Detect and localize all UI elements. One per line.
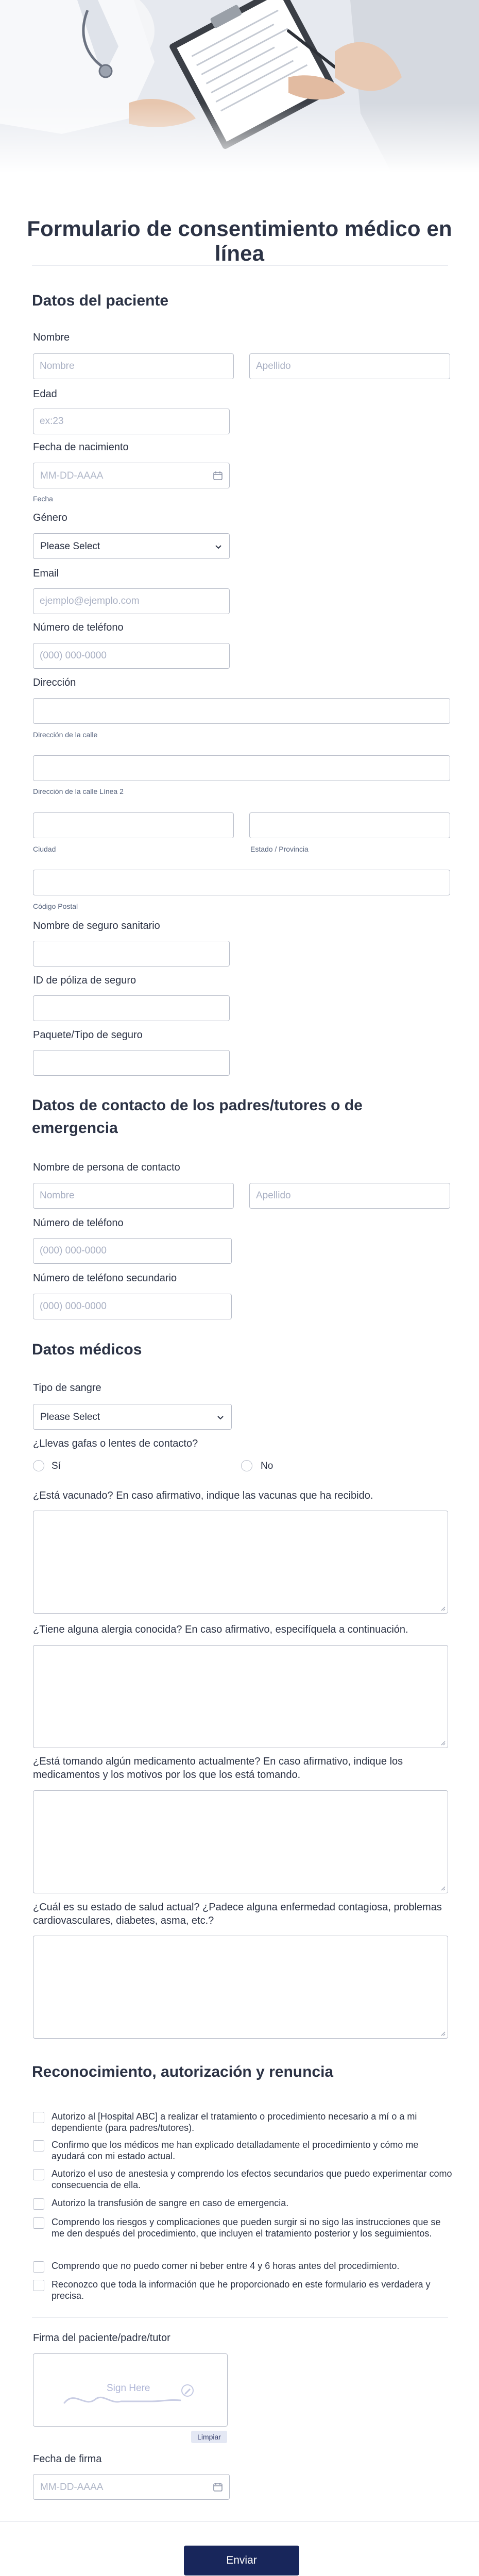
sign-date-label: Fecha de firma — [33, 2453, 102, 2465]
consent-text: Autorizo el uso de anestesia y comprendo los efectos secundarios que puedo experimentar como consecuencia de ella. — [52, 2168, 452, 2190]
resize-grip-icon[interactable] — [439, 1739, 446, 1745]
zip-sublabel: Código Postal — [33, 902, 78, 910]
city-sublabel: Ciudad — [33, 845, 56, 853]
contact-phone-label: Número de teléfono — [33, 1217, 124, 1229]
blood-type-label: Tipo de sangre — [33, 1382, 101, 1394]
submit-button[interactable]: Enviar — [184, 2546, 299, 2575]
consent-text: Comprendo los riesgos y complicaciones que pueden surgir si no sigo las instrucciones que se me den después del procedimiento, que incluyen el tratamiento posterior y los seguimientos. — [52, 2217, 441, 2239]
blood-type-select[interactable] — [33, 1404, 232, 1430]
policy-id-label: ID de póliza de seguro — [33, 975, 136, 986]
sign-here-text: Sign Here — [107, 2383, 150, 2394]
signature-pad[interactable] — [33, 2353, 228, 2427]
signature-label: Firma del paciente/padre/tutor — [33, 2332, 170, 2344]
vaccinated-textarea[interactable] — [33, 1511, 448, 1614]
pen-icon — [181, 2384, 194, 2397]
glasses-no-radio[interactable] — [241, 1460, 252, 1471]
consent-divider — [32, 2317, 448, 2318]
vaccinated-label: ¿Está vacunado? En caso afirmativo, indique las vacunas que ha recibido. — [33, 1490, 373, 1501]
insurance-name-input[interactable] — [33, 941, 230, 967]
contact-last-name-input[interactable] — [249, 1183, 450, 1209]
email-input[interactable] — [33, 588, 230, 614]
footer-divider — [0, 2521, 479, 2522]
chevron-down-icon — [216, 1413, 225, 1422]
consent-text: Autorizo al [Hospital ABC] a realizar el tratamiento o procedimiento necesario a mí o a mi dependiente (para padres/tutores). — [52, 2111, 417, 2133]
resize-grip-icon[interactable] — [439, 1885, 446, 1891]
consent-section-title: Reconocimiento, autorización y renuncia — [32, 2063, 334, 2080]
state-sublabel: Estado / Provincia — [250, 845, 309, 853]
consent-text: Autorizo la transfusión de sangre en caso de emergencia. — [52, 2198, 289, 2208]
age-label: Edad — [33, 388, 57, 400]
street2-sublabel: Dirección de la calle Línea 2 — [33, 787, 124, 795]
gender-select[interactable] — [33, 533, 230, 559]
contact-name-label: Nombre de persona de contacto — [33, 1162, 180, 1173]
health-label: ¿Cuál es su estado de salud actual? ¿Padece alguna enfermedad contagiosa, problemas cardiovasculares, diabetes, asma, etc.? — [33, 1902, 442, 1926]
consent-checkbox[interactable] — [33, 2112, 44, 2123]
resize-grip-icon[interactable] — [439, 1605, 446, 1611]
consent-text: Confirmo que los médicos me han explicado detalladamente el procedimiento y cómo me ayudará con mi estado actual. — [52, 2140, 419, 2161]
consent-checkbox[interactable] — [33, 2169, 44, 2180]
plan-label: Paquete/Tipo de seguro — [33, 1029, 143, 1041]
glasses-label: ¿Llevas gafas o lentes de contacto? — [33, 1438, 198, 1449]
hero-fade-overlay — [0, 103, 479, 173]
state-input[interactable] — [249, 812, 450, 838]
email-label: Email — [33, 568, 59, 579]
contact-phone2-input[interactable] — [33, 1294, 232, 1319]
street-address-2-input[interactable] — [33, 755, 450, 781]
contact-phone-input[interactable] — [33, 1238, 232, 1264]
sign-date-placeholder: MM-DD-AAAA — [40, 2482, 104, 2493]
consent-checkbox[interactable] — [33, 2261, 44, 2273]
policy-id-input[interactable] — [33, 995, 230, 1021]
medical-section-title: Datos médicos — [32, 1341, 142, 1358]
health-textarea[interactable] — [33, 1936, 448, 2039]
city-input[interactable] — [33, 812, 234, 838]
dob-input[interactable] — [33, 463, 230, 488]
sign-date-input[interactable] — [33, 2474, 230, 2500]
clear-signature-button[interactable]: Limpiar — [191, 2431, 227, 2443]
street-sublabel: Dirección de la calle — [33, 731, 98, 739]
header-image — [0, 0, 479, 173]
plan-input[interactable] — [33, 1050, 230, 1076]
address-label: Dirección — [33, 677, 76, 688]
contact-first-name-input[interactable] — [33, 1183, 234, 1209]
glasses-no-label[interactable]: No — [261, 1461, 273, 1471]
insurance-name-label: Nombre de seguro sanitario — [33, 920, 160, 931]
name-label: Nombre — [33, 332, 70, 343]
street-address-input[interactable] — [33, 698, 450, 724]
consent-checkbox[interactable] — [33, 2198, 44, 2210]
contact-phone2-label: Número de teléfono secundario — [33, 1273, 177, 1284]
calendar-icon[interactable] — [213, 2482, 223, 2492]
patient-last-name-input[interactable] — [249, 353, 450, 379]
gender-label: Género — [33, 512, 67, 523]
chevron-down-icon — [214, 542, 223, 551]
patient-section-title: Datos del paciente — [32, 292, 169, 309]
medication-textarea[interactable] — [33, 1790, 448, 1893]
resize-grip-icon[interactable] — [439, 2030, 446, 2036]
consent-text: Comprendo que no puedo comer ni beber entre 4 y 6 horas antes del procedimiento. — [52, 2261, 400, 2271]
glasses-yes-radio[interactable] — [33, 1460, 44, 1471]
dob-label: Fecha de nacimiento — [33, 442, 129, 453]
allergies-label: ¿Tiene alguna alergia conocida? En caso afirmativo, especifíquela a continuación. — [33, 1624, 408, 1635]
consent-text: Reconozco que toda la información que he proporcionado en este formulario es verdadera y precisa. — [52, 2279, 431, 2301]
phone-label: Número de teléfono — [33, 622, 124, 633]
phone-input[interactable] — [33, 643, 230, 669]
calendar-icon[interactable] — [213, 470, 223, 481]
zip-input[interactable] — [33, 870, 450, 895]
emergency-section-title: Datos de contacto de los padres/tutores o de emergencia — [32, 1097, 363, 1137]
title-divider — [32, 265, 448, 266]
consent-checkbox[interactable] — [33, 2140, 44, 2151]
consent-checkbox[interactable] — [33, 2217, 44, 2229]
dob-placeholder: MM-DD-AAAA — [40, 470, 104, 481]
consent-checkbox[interactable] — [33, 2280, 44, 2291]
form-title: Formulario de consentimiento médico en línea — [27, 216, 452, 265]
allergies-textarea[interactable] — [33, 1645, 448, 1748]
gender-value: Please Select — [40, 541, 100, 552]
medication-label: ¿Está tomando algún medicamento actualmente? En caso afirmativo, indique los medicamentos y los motivos por los que los está tomando. — [33, 1756, 403, 1781]
dob-sublabel: Fecha — [33, 495, 53, 503]
blood-type-value: Please Select — [40, 1412, 100, 1422]
glasses-yes-label[interactable]: Sí — [52, 1461, 61, 1471]
patient-first-name-input[interactable] — [33, 353, 234, 379]
age-input[interactable] — [33, 409, 230, 434]
